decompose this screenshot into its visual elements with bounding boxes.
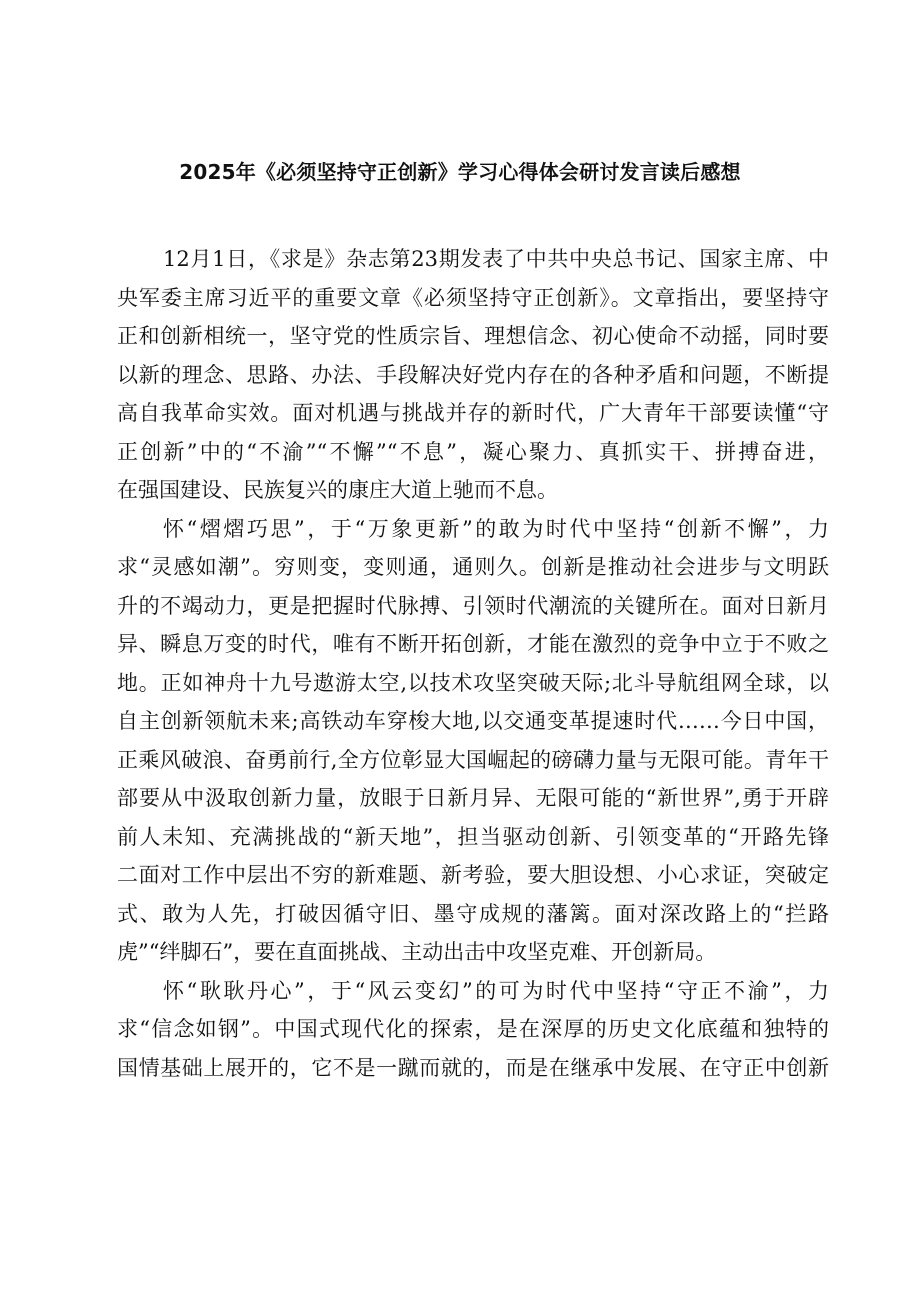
body-paragraph [117,240,829,510]
paragraph-line: 虎”“绊脚石”，要在直面挑战、主动出击中攻坚克难、开创新局。 [117,940,717,964]
paragraph-line: 以新的理念、思路、办法、手段解决好党内存在的各种矛盾和问题，不断提 [117,362,829,387]
paragraph-line: 求“灵感如潮”。穷则变，变则通，通则久。创新是推动社会进步与文明跃 [117,555,829,579]
document-title: 2025年《必须坚持守正创新》学习心得体会研讨发言读后感想 [179,160,741,184]
paragraph-line: 自主创新领航未来;高铁动车穿梭大地,以交通变革提速时代……今日中国， [117,709,829,733]
paragraph-line: 地。正如神舟十九号遨游太空,以技术攻坚突破天际;北斗导航组网全球，以 [117,670,829,695]
paragraph-line: 求“信念如钢”。中国式现代化的探索，是在深厚的历史文化底蕴和独特的 [117,1017,829,1041]
paragraph-line: 正乘风破浪、奋勇前行,全方位彰显大国崛起的磅礴力量与无限可能。青年干 [117,747,829,772]
document-body [117,240,829,1087]
paragraph-line: 异、瞬息万变的时代，唯有不断开拓创新，才能在激烈的竞争中立于不败之 [117,632,829,656]
paragraph-line: 央军委主席习近平的重要文章《必须坚持守正创新》。文章指出，要坚持守 [117,285,829,310]
paragraph-line: 国情基础上展开的，它不是一蹴而就的，而是在继承中发展、在守正中创新 [117,1055,829,1080]
paragraph-line: 12月1日，《求是》杂志第23期发表了中共中央总书记、国家主席、中 [163,247,829,271]
paragraph-line: 怀“熠熠巧思”，于“万象更新”的敢为时代中坚持“创新不懈”，力 [163,516,829,541]
paragraph-line: 前人未知、充满挑战的“新天地”，担当驱动创新、引领变革的“开路先锋 [117,824,829,849]
paragraph-line: 怀“耿耿丹心”，于“风云变幻”的可为时代中坚持“守正不渝”，力 [163,978,829,1003]
paragraph-line: 正创新”中的“不渝”“不懈”“不息”，凝心聚力、真抓实干、拼搏奋进， [117,439,829,464]
paragraph-line: 正和创新相统一，坚守党的性质宗旨、理想信念、初心使命不动摇，同时要 [117,324,829,348]
paragraph-line: 部要从中汲取创新力量，放眼于日新月异、无限可能的“新世界”,勇于开辟 [117,786,829,810]
paragraph-line: 升的不竭动力，更是把握时代脉搏、引领时代潮流的关键所在。面对日新月 [117,593,829,618]
paragraph-line: 式、敢为人先，打破因循守旧、墨守成规的藩篱。面对深改路上的“拦路 [117,901,829,926]
paragraph-line: 高自我革命实效。面对机遇与挑战并存的新时代，广大青年干部要读懂“守 [117,401,829,425]
paragraph-line: 在强国建设、民族复兴的康庄大道上驰而不息。 [117,478,558,502]
paragraph-line: 二面对工作中层出不穷的新难题、新考验，要大胆设想、小心求证，突破定 [117,863,829,887]
body-paragraph [117,972,829,1088]
body-paragraph [117,510,829,972]
